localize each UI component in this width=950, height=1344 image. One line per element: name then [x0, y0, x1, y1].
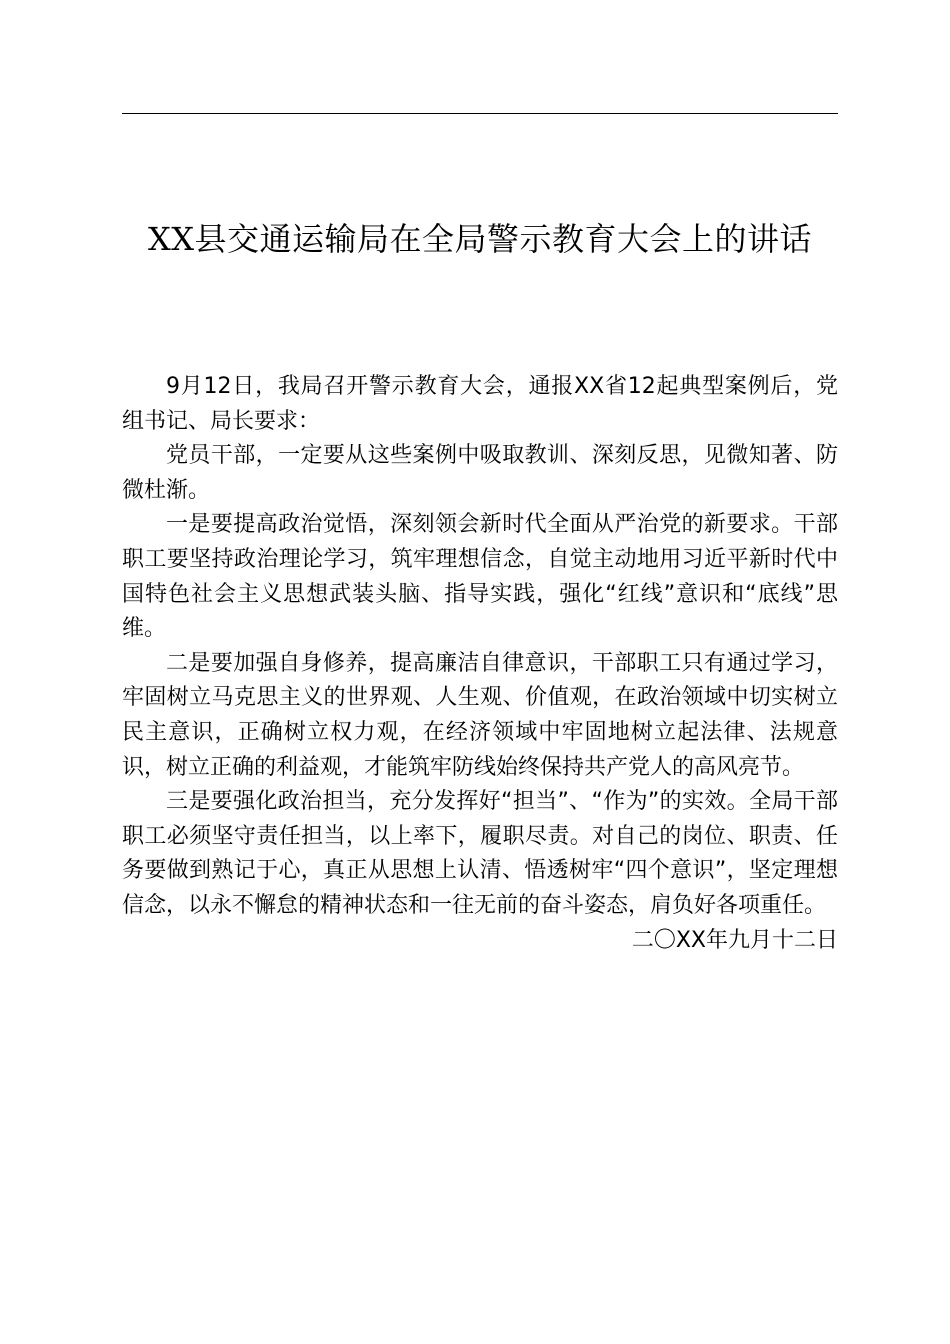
- paragraph-point-three: 三是要强化政治担当，充分发挥好“担当”、“作为”的实效。全局干部职工必须坚守责任担当，以上率下，履职尽责。对自己的岗位、职责、任务要做到熟记于心，真正从思想上认清、悟透树牢“四个意识”，坚定理想信念，以永不懈怠的精神状态和一往无前的奋斗姿态，肩负好各项重任。: [122, 789, 838, 918]
- paragraph-point-two: 二是要加强自身修养，提高廉洁自律意识，干部职工只有通过学习，牢固树立马克思主义的世界观、人生观、价值观，在政治领域中切实树立民主意识，正确树立权力观，在经济领域中牢固地树立起法律、法规意识，树立正确的利益观，才能筑牢防线始终保持共产党人的高风亮节。: [122, 650, 838, 780]
- document-date: 二〇XX年九月十二日: [631, 927, 838, 953]
- document-title: XX县交通运输局在全局警示教育大会上的讲话: [147, 220, 813, 258]
- header-rule: [122, 113, 838, 114]
- document-body: [122, 370, 838, 958]
- paragraph-point-one: 一是要提高政治觉悟，深刻领会新时代全面从严治党的新要求。干部职工要坚持政治理论学习，筑牢理想信念，自觉主动地用习近平新时代中国特色社会主义思想武装头脑、指导实践，强化“红线”意识和“底线”思维。: [122, 512, 838, 642]
- paragraph-requirement: 党员干部，一定要从这些案例中吸取教训、深刻反思，见微知著、防微杜渐。: [122, 443, 838, 503]
- paragraph-intro: 9月12日，我局召开警示教育大会，通报XX省12起典型案例后，党组书记、局长要求：: [122, 374, 838, 434]
